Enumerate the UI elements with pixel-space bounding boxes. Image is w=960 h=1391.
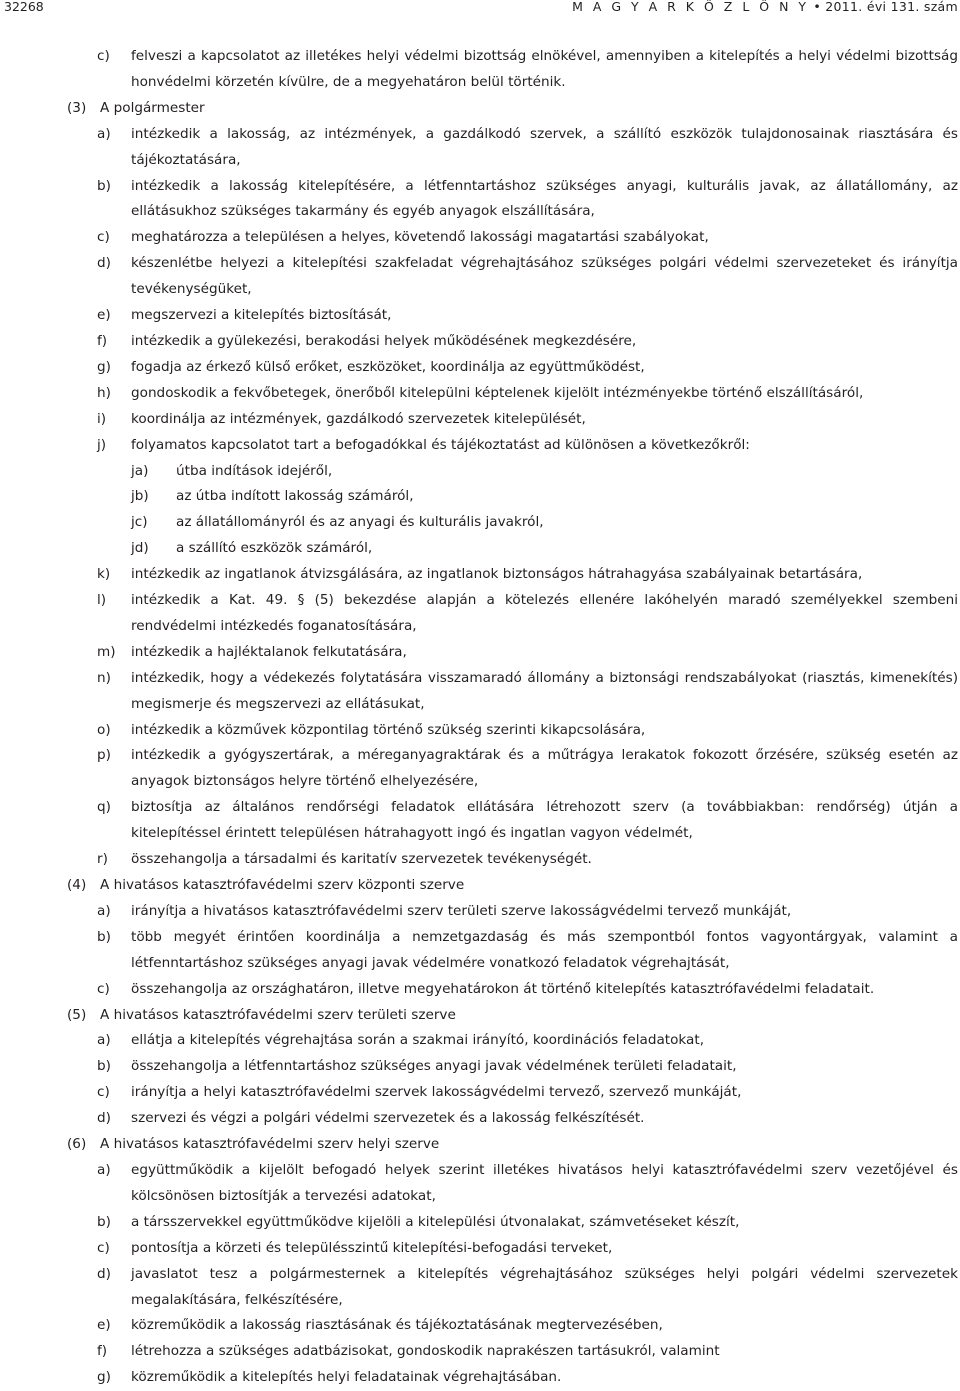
list-item — [0, 174, 960, 226]
item-label: d) — [97, 1110, 111, 1127]
list-item — [0, 666, 960, 718]
item-label: jc) — [131, 514, 148, 531]
item-text: A polgármester — [100, 99, 205, 116]
item-text: a szállító eszközök számáról, — [176, 540, 373, 557]
list-item — [0, 1313, 960, 1339]
item-label: i) — [97, 410, 107, 427]
list-item — [0, 407, 960, 433]
item-label: b) — [97, 1058, 111, 1075]
item-text: intézkedik az ingatlanok átvizsgálására, az ingatlanok biztonságos hátrahagyása szabályainak betartására, — [131, 566, 863, 583]
item-text: az útba indított lakosság számáról, — [176, 488, 414, 505]
document-body — [0, 44, 960, 1391]
item-label: o) — [97, 721, 111, 738]
item-label: c) — [97, 48, 110, 64]
item-text: közreműködik a lakosság riasztásának és tájékoztatásának megtervezésében, — [131, 1317, 663, 1334]
item-label: b) — [97, 177, 111, 194]
list-item — [0, 1158, 960, 1210]
list-item — [0, 1080, 960, 1106]
item-label: g) — [97, 1369, 111, 1386]
item-text: együttműködik a kijelölt befogadó helyek szerint illetékes hivatásos helyi katasztrófavédelmi szerv vezetőjével és kölcsönösen biztosítják a tervezési adatokat, — [131, 1161, 958, 1204]
item-text: összehangolja a társadalmi és karitatív szervezetek tevékenységét. — [131, 851, 592, 868]
list-item — [0, 44, 960, 96]
item-label: e) — [97, 1317, 111, 1334]
list-item — [0, 433, 960, 459]
item-text: megszervezi a kitelepítés biztosítását, — [131, 307, 392, 324]
section-paragraph — [0, 1132, 960, 1158]
item-text: létrehozza a szükséges adatbázisokat, gondoskodik naprakészen tartásukról, valamint — [131, 1343, 720, 1360]
item-text: összehangolja az országhatáron, illetve megyehatárokon át történő kitelepítés katasztrófavédelmi feladatait. — [131, 980, 875, 997]
item-text: koordinálja az intézmények, gazdálkodó szervezetek kitelepülését, — [131, 410, 586, 427]
sub-list-item — [0, 536, 960, 562]
list-item — [0, 899, 960, 925]
list-item — [0, 225, 960, 251]
item-label: c) — [97, 1084, 110, 1101]
item-text: irányítja a helyi katasztrófavédelmi szervek lakosságvédelmi tervező, szervező munkáját, — [131, 1084, 742, 1101]
item-label: c) — [97, 229, 110, 246]
publication-info — [572, 0, 958, 13]
header-bullet: • — [813, 0, 821, 14]
item-text: az állatállományról és az anyagi és kulturális javakról, — [176, 514, 544, 531]
item-label: a) — [97, 1032, 111, 1049]
item-text: intézkedik a lakosság kitelepítésére, a létfenntartáshoz szükséges anyagi, kulturális javak, az állatállomány, az ellátásukhoz szükséges takarmány és egyéb anyagok elszállítására, — [131, 177, 958, 220]
item-label: f) — [97, 1343, 108, 1360]
item-label: (6) — [67, 1136, 87, 1153]
item-text: irányítja a hivatásos katasztrófavédelmi szerv területi szerve lakosságvédelmi tervező munkáját, — [131, 902, 792, 919]
item-label: b) — [97, 1213, 111, 1230]
item-text: útba indítások idejéről, — [176, 462, 333, 479]
item-text: szervezi és végzi a polgári védelmi szervezetek és a lakosság felkészítését. — [131, 1110, 645, 1127]
list-item — [0, 1236, 960, 1262]
list-item — [0, 640, 960, 666]
item-label: a) — [97, 1161, 111, 1178]
item-text: intézkedik a hajléktalanok felkutatására, — [131, 643, 407, 660]
item-text: intézkedik a gyülekezési, berakodási helyek működésének megkezdésére, — [131, 332, 637, 349]
item-label: (3) — [67, 99, 87, 116]
item-label: l) — [97, 592, 107, 609]
item-label: e) — [97, 307, 111, 324]
item-label: h) — [97, 384, 111, 401]
item-text: közreműködik a kitelepítés helyi feladatainak végrehajtásában. — [131, 1369, 562, 1386]
list-item — [0, 329, 960, 355]
item-text: javaslatot tesz a polgármesternek a kitelepítés végrehajtásához szükséges helyi polgári védelmi szervezetek megalakítására, felkészítésére, — [131, 1265, 958, 1308]
item-text: a társszervekkel együttműködve kijelöli a kitelepülési útvonalakat, számvetéseket készít, — [131, 1213, 740, 1230]
list-item — [0, 743, 960, 795]
item-label: j) — [97, 436, 107, 453]
item-text: pontosítja a körzeti és településszintű kitelepítési-befogadási terveket, — [131, 1239, 613, 1256]
item-label: jb) — [131, 488, 149, 505]
item-label: a) — [97, 125, 111, 142]
section-paragraph — [0, 873, 960, 899]
item-text: A hivatásos katasztrófavédelmi szerv területi szerve — [100, 1006, 456, 1023]
item-label: c) — [97, 980, 110, 997]
page-number: 32268 — [4, 0, 44, 14]
section-paragraph — [0, 1003, 960, 1029]
item-label: d) — [97, 255, 111, 272]
list-item — [0, 1262, 960, 1314]
item-label: m) — [97, 643, 116, 660]
list-item — [0, 925, 960, 977]
section-paragraph — [0, 96, 960, 122]
list-item — [0, 381, 960, 407]
item-label: r) — [97, 851, 108, 868]
item-text: intézkedik a Kat. 49. § (5) bekezdése alapján a kötelezés ellenére lakóhelyén maradó személyekkel szembeni rendvédelmi intézkedés foganatosítására, — [131, 592, 958, 634]
list-item — [0, 251, 960, 303]
item-text: intézkedik a gyógyszertárak, a méreganyagraktárak és a műtrágya lerakatok fokozott őrzésére, szükség esetén az anyagok biztonságos helyre történő elhelyezésére, — [131, 747, 958, 790]
item-text: A hivatásos katasztrófavédelmi szerv helyi szerve — [100, 1136, 440, 1153]
item-label: jd) — [131, 540, 149, 557]
list-item — [0, 1365, 960, 1391]
item-label: n) — [97, 669, 111, 686]
item-text: meghatározza a településen a helyes, követendő lakossági magatartási szabályokat, — [131, 229, 709, 246]
item-text: felveszi a kapcsolatot az illetékes helyi védelmi bizottság elnökével, amennyiben a kitelepítés a helyi védelmi bizottság honvédelmi körzetén kívülre, de a megyehatáron belül történik. — [131, 48, 958, 90]
sub-list-item — [0, 510, 960, 536]
publication-title: M A G Y A R K Ö Z L Ö N Y — [572, 0, 810, 14]
list-item — [0, 1028, 960, 1054]
item-label: k) — [97, 566, 111, 583]
list-item — [0, 977, 960, 1003]
item-text: intézkedik, hogy a védekezés folytatására visszamaradó állomány a biztonsági rendszabályokat (riasztás, kimenekítés) megismerje és megszervezi az ellátásukat, — [131, 669, 958, 712]
list-item — [0, 1054, 960, 1080]
list-item — [0, 122, 960, 174]
item-text: ellátja a kitelepítés végrehajtása során a szakmai irányító, koordinációs feladatokat, — [131, 1032, 705, 1049]
item-text: fogadja az érkező külső erőket, eszközöket, koordinálja az együttműködést, — [131, 358, 645, 375]
list-item — [0, 303, 960, 329]
list-item — [0, 355, 960, 381]
item-label: c) — [97, 1239, 110, 1256]
item-text: intézkedik a lakosság, az intézmények, a gazdálkodó szervek, a szállító eszközök tulajdonosainak riasztására és tájékoztatására, — [131, 125, 958, 168]
sub-list-item — [0, 459, 960, 485]
list-item — [0, 588, 960, 640]
item-label: a) — [97, 902, 111, 919]
item-text: több megyét érintően koordinálja a nemzetgazdaság és más szempontból fontos vagyontárgyak, valamint a létfenntartáshoz szükséges anyagi javak védelmére vonatkozó feladatok végrehajtását, — [131, 928, 958, 971]
item-label: ja) — [131, 462, 149, 479]
list-item — [0, 562, 960, 588]
item-text: folyamatos kapcsolatot tart a befogadókkal és tájékoztatást ad különösen a következőkről: — [131, 436, 750, 453]
issue-number: 2011. évi 131. szám — [825, 0, 958, 14]
item-label: q) — [97, 799, 111, 816]
item-label: f) — [97, 332, 108, 349]
list-item — [0, 718, 960, 744]
page-header — [0, 0, 960, 16]
item-text: intézkedik a közművek központilag történő szükség szerinti kikapcsolására, — [131, 721, 646, 738]
item-label: g) — [97, 358, 111, 375]
item-text: készenlétbe helyezi a kitelepítési szakfeladat végrehajtásához szükséges polgári védelmi szervezeteket és irányítja tevékenységüket, — [131, 255, 958, 298]
item-label: (5) — [67, 1006, 87, 1023]
item-text: gondoskodik a fekvőbetegek, önerőből kitelepülni képtelenek kijelölt intézményekbe történő elszállításáról, — [131, 384, 864, 401]
list-item — [0, 1339, 960, 1365]
item-label: b) — [97, 928, 111, 945]
item-label: p) — [97, 747, 111, 764]
list-item — [0, 1210, 960, 1236]
sub-list-item — [0, 484, 960, 510]
item-text: összehangolja a létfenntartáshoz szükséges anyagi javak védelmének területi feladatait, — [131, 1058, 737, 1075]
list-item — [0, 795, 960, 847]
item-label: (4) — [67, 877, 87, 893]
item-text: A hivatásos katasztrófavédelmi szerv központi szerve — [100, 877, 465, 893]
list-item — [0, 847, 960, 873]
list-item — [0, 1106, 960, 1132]
item-label: d) — [97, 1265, 111, 1282]
item-text: biztosítja az általános rendőrségi feladatok ellátására létrehozott szerv (a továbbiakban: rendőrség) útján a kitelepítéssel érintett településen hátrahagyott ingó és ingatlan vagyon védelmét, — [131, 799, 958, 842]
